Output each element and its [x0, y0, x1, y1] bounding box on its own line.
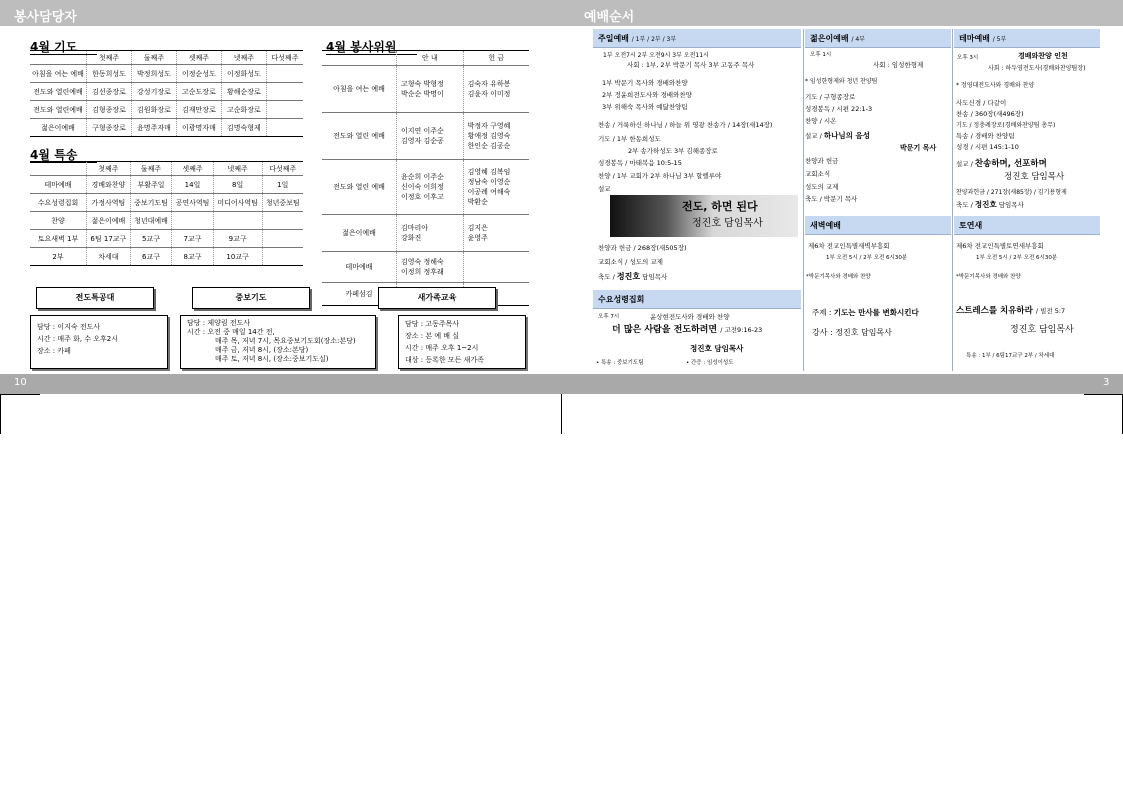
prayer-header-cell	[30, 51, 87, 65]
prayer-cell: 전도와 열린예배	[30, 101, 87, 119]
special-cell: 청년중보팀	[262, 194, 303, 212]
special-cell: 10교구	[213, 248, 262, 266]
column-divider	[952, 29, 953, 371]
special-cell	[262, 212, 303, 230]
sunday-service-header: 주일예배 / 1부 / 2부 / 3부	[593, 29, 801, 48]
special-cell: 청년대예배	[130, 212, 172, 230]
theme-line: 특송 / 경배와 찬양팀	[956, 132, 1015, 140]
special-cell: 테마예배	[30, 176, 87, 194]
crop-mark	[0, 394, 1, 434]
sunday-line: 찬양 / 1부 교회가 2부 하나님 3부 할렐루야	[598, 172, 722, 180]
special-cell: 부활주일	[130, 176, 172, 194]
committee-title: 4월 봉사위원	[326, 38, 417, 55]
info-line: 장소 : 카페	[37, 347, 71, 355]
saturday-speaker: 정진호 담임목사	[1010, 325, 1074, 335]
info-line: 매주 토, 저녁 8시, (장소:중보기도실)	[215, 355, 329, 363]
committee-cell: 전도와 열린 예배	[322, 113, 397, 160]
theme-line: 기도 / 정충례장로(경배와찬양팀 총무)	[956, 122, 1056, 129]
prayer-cell: 윤명주자매	[131, 119, 176, 137]
table-row	[322, 66, 529, 113]
prayer-cell: 이정화성도	[221, 65, 266, 83]
theme-line: 사도신경 / 다같이	[956, 99, 1007, 107]
youth-line: 교회소식	[805, 170, 831, 178]
special-song-title: 4월 특송	[30, 146, 97, 163]
committee-cell: 카페섬김	[322, 283, 397, 306]
dawn-line: 제6차 전교인특별새벽부흥회	[808, 242, 890, 250]
education-info-box	[398, 315, 526, 369]
sunday-line: 교회소식 / 성도의 교제	[598, 258, 663, 266]
table-row	[30, 101, 303, 119]
prayer-header-cell: 둘째주	[131, 51, 176, 65]
info-line: 시간 : 매주 화, 수 오후2시	[37, 335, 119, 343]
committee-cell: 전도와 열린 예배	[322, 160, 397, 215]
committee-header-cell: 안 내	[397, 51, 464, 66]
sunday-line: 기도 / 1부 한동희성도	[598, 135, 661, 143]
wednesday-time: 오후 7시	[598, 314, 620, 320]
table-row	[30, 83, 303, 101]
theme-line: 찬양과헌금 / 271장(새85장) / 김기용형제	[956, 189, 1067, 196]
header-band	[0, 0, 1123, 26]
special-cell: 젊은이예배	[87, 212, 131, 230]
committee-header-cell: 헌 금	[463, 51, 529, 66]
special-header-cell	[30, 162, 87, 176]
footer-band	[0, 374, 1123, 394]
table-row	[30, 65, 303, 83]
prayer-cell	[266, 119, 303, 137]
special-cell: 토요새벽 1부	[30, 230, 87, 248]
crop-mark	[1084, 394, 1122, 395]
special-cell: 수요성령집회	[30, 194, 87, 212]
special-header-cell: 넷째주	[213, 162, 262, 176]
dawn-line: *박문기목사와 경배와 찬양	[806, 274, 871, 280]
dawn-topic: 주제 : 기도는 만사를 변화시킨다	[812, 308, 919, 317]
prayer-cell: 김재만장로	[176, 101, 221, 119]
prayer-cell	[266, 65, 303, 83]
column-divider	[803, 29, 804, 371]
special-cell: 8일	[213, 176, 262, 194]
saturday-foot: 특송 : 1부 / 6팀17교구 2부 / 차세대	[966, 353, 1055, 359]
special-cell	[213, 212, 262, 230]
wednesday-title: 더 많은 사람을 전도하려면 / 고전9:16-23	[612, 325, 763, 335]
prayer-cell: 고순화장로	[221, 101, 266, 119]
prayer-cell	[266, 101, 303, 119]
special-cell: 중보기도팀	[130, 194, 172, 212]
crop-mark	[561, 394, 562, 434]
sunday-line: 찬양과 헌금 / 268장(새505장)	[598, 244, 687, 252]
sunday-line: 1부 박문기 목사와 경배와찬양	[602, 79, 688, 87]
committee-header-cell	[322, 51, 397, 66]
sunday-line: 성경봉독 / 마태복음 10:5-15	[598, 159, 682, 167]
special-cell: 1일	[262, 176, 303, 194]
sunday-line: 3부 위해숙 목사와 예닮찬양팀	[602, 103, 688, 111]
theme-subtitle: 경배와찬양 인천	[1018, 52, 1068, 60]
special-header-cell: 셋째주	[172, 162, 214, 176]
sunday-line: 설교	[598, 185, 611, 193]
info-line: 시간 : 오전 중 매일 14간 전,	[187, 328, 275, 336]
theme-time: 오후 3시	[957, 55, 979, 61]
committee-cell: 이지연 이주순 김영자 김순공	[397, 113, 464, 160]
prayer-header-cell: 셋째주	[176, 51, 221, 65]
youth-line: 축도 / 박문기 목사	[805, 195, 858, 203]
right-page-title: 예배순서	[584, 10, 635, 25]
special-cell: 8교구	[172, 248, 214, 266]
committee-cell: 젊은이예배	[322, 215, 397, 252]
prayer-header-cell: 첫째주	[87, 51, 132, 65]
special-cell: 공연사역팀	[172, 194, 214, 212]
special-cell: 미디어사역팀	[213, 194, 262, 212]
dawn-line: 1부 오전 5시 / 2부 오전 6시30분	[826, 255, 908, 261]
wednesday-foot: • 간증 : 임성이성도	[686, 360, 734, 366]
special-cell: 5교구	[130, 230, 172, 248]
sunday-line: 2부 정윤희전도사와 경배와찬양	[602, 91, 692, 99]
committee-cell: 김마리아 강화진	[397, 215, 464, 252]
theme-line: 성경 / 시편 145:1-10	[956, 143, 1019, 151]
prayer-cell: 김형종장로	[87, 101, 132, 119]
youth-line: 성도의 교제	[805, 183, 839, 191]
committee-cell: 고형숙 박형정 박순순 박명이	[397, 66, 464, 113]
sunday-host: 사회 : 1부, 2부 박문기 목사 3부 고동주 목사	[627, 61, 755, 69]
committee-cell: 김영혜 김복임 정남숙 이영순 이공례 여해숙 박환순	[463, 160, 529, 215]
wednesday-foot: • 특송 : 중보기도팀	[596, 360, 644, 366]
special-cell: 경배와찬양	[87, 176, 131, 194]
youth-lead: * 임성한형제와 청년 찬양팀	[805, 78, 878, 85]
special-cell	[262, 248, 303, 266]
special-cell: 6교구	[130, 248, 172, 266]
prayer-cell: 구형종장로	[87, 119, 132, 137]
prayer-cell: 김명숙형제	[221, 119, 266, 137]
youth-host: 사회 : 임성한형제	[873, 61, 924, 69]
theme-benediction: 축도 / 정진호 담임목사	[956, 200, 1024, 209]
committee-cell: 김지은 윤영주	[463, 215, 529, 252]
theme-sermon: 설교 / 찬송하며, 선포하며	[956, 159, 1047, 169]
special-song-table	[30, 161, 303, 266]
dawn-service-header: 새벽예배	[805, 216, 951, 235]
youth-sermon: 설교 / 하나님의 음성	[805, 131, 870, 140]
table-row	[30, 230, 303, 248]
prayer-title: 4월 기도	[30, 38, 97, 55]
theme-host: 사회 : 하두영전도사(경배와찬양팀장)	[988, 65, 1086, 72]
table-row	[30, 176, 303, 194]
saturday-line: 1부 오전 5시 / 2부 오전 6시30분	[976, 255, 1058, 261]
table-row	[322, 160, 529, 215]
sunday-times: 1부 오전7시 2부 오전9시 3부 오전11시	[603, 52, 709, 59]
youth-service-header: 젊은이예배 / 4부	[805, 29, 951, 48]
saturday-line: *박문기목사와 경배와 찬양	[956, 274, 1021, 280]
wednesday-lead: 윤상현전도사와 경배와 찬양	[650, 313, 730, 321]
intercession-button[interactable]: 중보기도	[192, 287, 310, 309]
evangelism-info-box	[30, 315, 168, 369]
special-header-cell: 둘째주	[130, 162, 172, 176]
table-row	[30, 212, 303, 230]
prayer-cell: 박정희성도	[131, 65, 176, 83]
prayer-cell: 아침을 여는 예배	[30, 65, 87, 83]
left-page-title: 봉사담당자	[14, 10, 77, 25]
prayer-cell: 김원화장로	[131, 101, 176, 119]
right-page-number: 3	[1103, 377, 1110, 388]
prayer-cell: 김선종장로	[87, 83, 132, 101]
info-line: 시간 : 매주 오후 1~2시	[405, 344, 479, 352]
info-line: 담당 : 고동주목사	[405, 320, 460, 328]
theme-preacher: 정진호 담임목사	[1004, 172, 1065, 182]
special-cell: 7교구	[172, 230, 214, 248]
table-row	[30, 119, 303, 137]
table-row	[322, 215, 529, 252]
prayer-table	[30, 50, 303, 137]
youth-preacher: 박문기 목사	[900, 144, 937, 152]
info-line: 매주 금, 저녁 8시, (장소:본당)	[215, 346, 309, 354]
table-row	[30, 248, 303, 266]
evangelism-team-button[interactable]: 전도특공대	[36, 287, 154, 309]
special-cell: 가정사역팀	[87, 194, 131, 212]
prayer-header-cell: 넷째주	[221, 51, 266, 65]
special-cell: 찬양	[30, 212, 87, 230]
prayer-cell: 강성기장로	[131, 83, 176, 101]
table-row	[322, 113, 529, 160]
table-row	[30, 194, 303, 212]
special-header-cell: 첫째주	[87, 162, 131, 176]
youth-line: 찬양 / 시온	[805, 117, 837, 125]
info-line: 담당 : 이지숙 전도사	[37, 323, 101, 331]
special-cell: 차세대	[87, 248, 131, 266]
sunday-line: 찬송 / 거룩하신 하나님 / 하늘 위 영광 찬송가 / 14장(새14장)	[598, 121, 773, 129]
theme-lead: * 정영대전도사와 경배와 찬양	[956, 82, 1035, 89]
wednesday-pastor: 정진호 담임목사	[690, 344, 744, 353]
prayer-cell: 고순도장로	[176, 83, 221, 101]
sunday-sermon-title: 전도, 하면 된다	[682, 200, 758, 213]
youth-line: 성경봉독 / 시편 22:1-3	[805, 105, 873, 113]
prayer-header-cell: 다섯째주	[266, 51, 303, 65]
special-cell	[172, 212, 214, 230]
theme-line: 찬송 / 360장(새496장)	[956, 110, 1024, 118]
committee-cell: 박정자 구영혜 황애정 김영숙 한인순 김공순	[463, 113, 529, 160]
table-row	[322, 252, 529, 283]
sunday-line: 2부 송가하성도 3부 김해종장로	[628, 147, 718, 155]
prayer-cell: 이정순성도	[176, 65, 221, 83]
committee-cell	[463, 252, 529, 283]
prayer-cell	[266, 83, 303, 101]
special-cell: 14일	[172, 176, 214, 194]
new-family-education-button[interactable]: 새가족교육	[378, 287, 496, 309]
special-header-cell: 다섯째주	[262, 162, 303, 176]
intercession-info-box	[180, 315, 376, 369]
youth-time: 오후 1시	[810, 52, 832, 58]
info-line: 담당 : 제양림 전도사	[187, 319, 251, 327]
committee-cell: 아침을 여는 예배	[322, 66, 397, 113]
wednesday-service-header: 수요성령집회	[593, 290, 801, 309]
committee-cell: 윤순희 이주순 신이숙 이희정 이정호 이후고	[397, 160, 464, 215]
sunday-sermon-pastor: 정진호 담임목사	[692, 218, 763, 229]
info-line: 대상 : 등록한 모든 새가족	[405, 356, 484, 364]
prayer-cell: 전도와 열린예배	[30, 83, 87, 101]
youth-line: 기도 / 구형종장로	[805, 93, 856, 101]
committee-table	[322, 50, 529, 306]
youth-line: 찬양과 헌금	[805, 157, 839, 165]
theme-service-header: 테마예배 / 5부	[954, 29, 1100, 48]
prayer-cell: 황해순장로	[221, 83, 266, 101]
crop-mark	[0, 394, 40, 395]
committee-cell: 김영숙 정해숙 이정희 정후래	[397, 252, 464, 283]
special-cell: 6팀 17교구	[87, 230, 131, 248]
info-line: 장소 : 본 예 배 실	[405, 332, 460, 340]
saturday-topic: 스트레스를 치유하라 / 빌전 5:7	[956, 306, 1066, 316]
dawn-speaker: 강사 : 정진호 담임목사	[812, 328, 892, 337]
saturday-line: 제6차 전교인특별토연새부흥회	[956, 242, 1044, 250]
left-page-number: 10	[14, 377, 27, 388]
special-cell: 2부	[30, 248, 87, 266]
special-cell	[262, 230, 303, 248]
info-line: 매주 목, 저녁 7시, 목요중보기도회(장소:본당)	[215, 337, 356, 345]
prayer-cell: 젊은이예배	[30, 119, 87, 137]
prayer-cell: 이광명자매	[176, 119, 221, 137]
prayer-cell: 한동희성도	[87, 65, 132, 83]
committee-cell: 김숙자 유하봉 김윤자 이미정	[463, 66, 529, 113]
special-cell: 9교구	[213, 230, 262, 248]
sunday-benediction: 축도 / 정진호 담임목사	[598, 272, 668, 281]
saturday-service-header: 토연새	[954, 216, 1100, 235]
committee-cell: 테마예배	[322, 252, 397, 283]
